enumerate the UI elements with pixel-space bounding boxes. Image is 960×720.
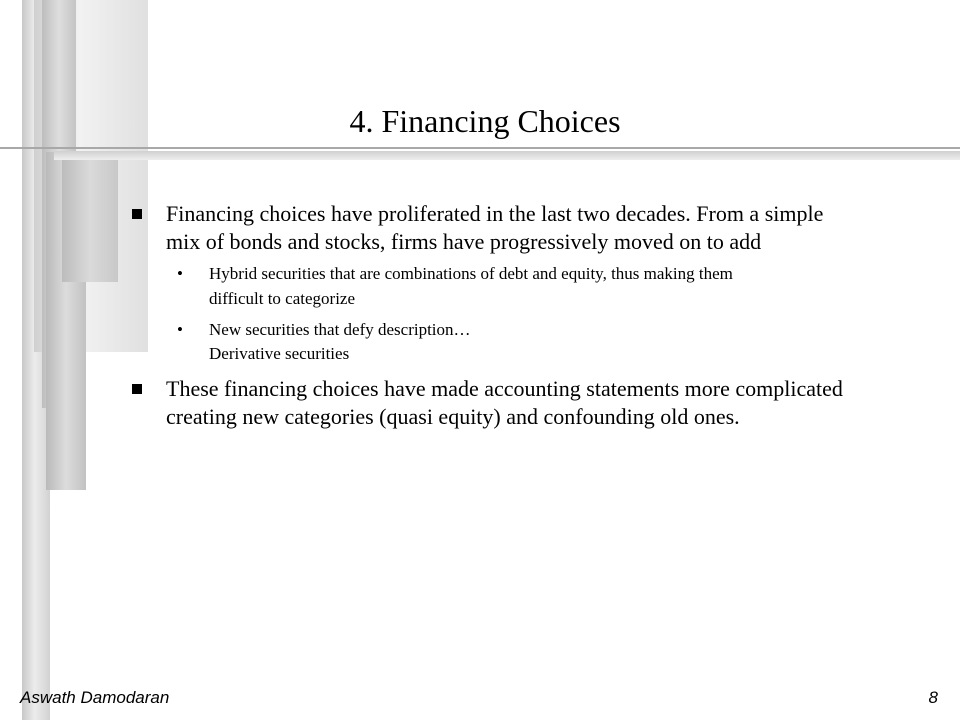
dot-bullet-icon: • — [177, 264, 183, 283]
sub-bullet-1-line-2: difficult to categorize — [209, 289, 356, 308]
bullet-1-line-1: Financing choices have proliferated in the last two decades. From a simple — [166, 201, 824, 226]
footer-author: Aswath Damodaran — [20, 688, 170, 707]
page-number: 8 — [928, 688, 938, 707]
title-rule-shadow — [54, 151, 960, 160]
square-bullet-icon — [132, 384, 142, 394]
decor-bar-5 — [62, 160, 118, 282]
dot-bullet-icon: • — [177, 320, 183, 339]
slide-title: 4. Financing Choices — [349, 103, 621, 139]
square-bullet-icon — [132, 209, 142, 219]
sub-bullet-1-line-1: Hybrid securities that are combinations of debt and equity, thus making them — [209, 264, 733, 283]
bullet-2-line-1: These financing choices have made accounting statements more complicated — [166, 376, 843, 401]
bullet-2-line-2: creating new categories (quasi equity) and confounding old ones. — [166, 404, 740, 429]
title-rule — [0, 147, 960, 149]
sub-bullet-2-line-2: Derivative securities — [209, 344, 350, 363]
bullet-1-line-2: mix of bonds and stocks, firms have progressively moved on to add — [166, 229, 762, 254]
sub-bullet-2-line-1: New securities that defy description… — [209, 320, 471, 339]
